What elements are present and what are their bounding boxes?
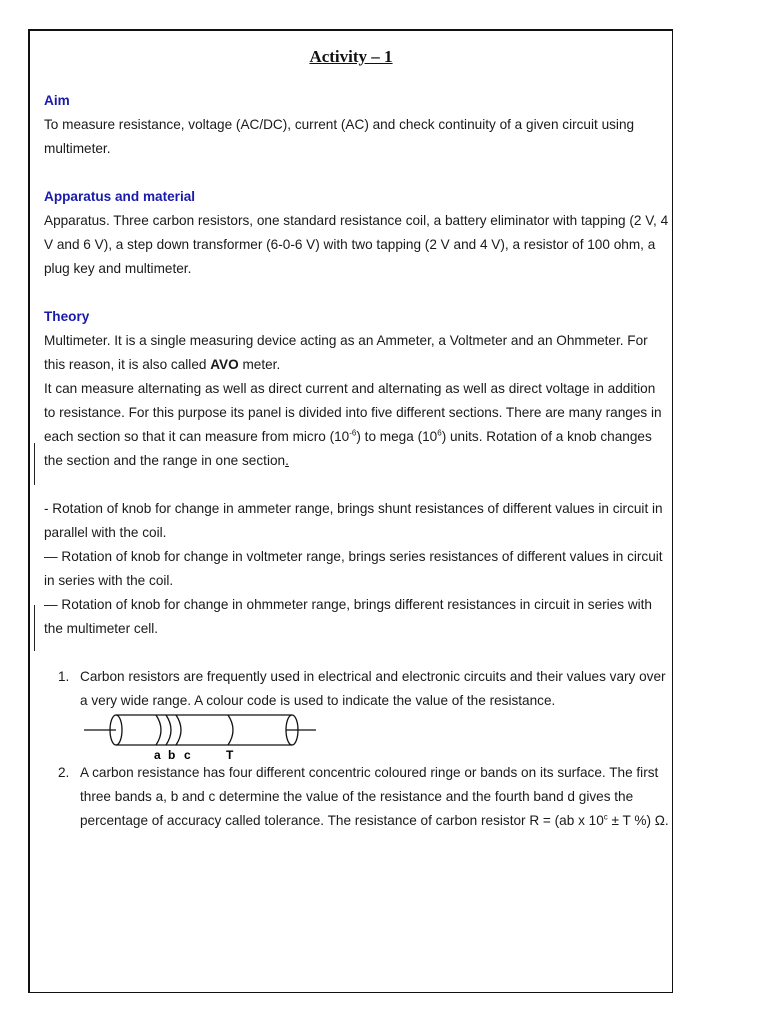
document-body: [44, 89, 669, 833]
numbered-list: [44, 665, 669, 833]
page-title: Activity – 1: [309, 47, 393, 66]
carbon-resistor-icon: [80, 713, 320, 761]
band-label-c: c: [184, 748, 191, 761]
margin-change-bar: [34, 605, 35, 651]
avo-bold: AVO: [210, 357, 239, 372]
band-label-b: b: [168, 748, 176, 761]
aim-text: To measure resistance, voltage (AC/DC), current (AC) and check continuity of a given circuit using multimeter.: [44, 117, 635, 156]
list-item: 1. Carbon resistors are frequently used in electrical and electronic circuits and their values vary over a very wide range. A colour code is used to indicate the value of the resistance.: [58, 669, 666, 708]
document-page: [28, 29, 673, 993]
knob-ammeter-note: - Rotation of knob for change in ammeter range, brings shunt resistances of different values in circuit in parallel with the coil.: [44, 501, 663, 540]
theory-heading: Theory: [44, 309, 90, 324]
apparatus-text: Apparatus. Three carbon resistors, one standard resistance coil, a battery eliminator with tapping (2 V, 4 V and 6 V), a step down transformer (6-0-6 V) with two tapping (2 V and 4 V), a resistor of 100 ohm, a plug key and multimeter.: [44, 213, 669, 276]
band-label-t: T: [226, 748, 234, 761]
knob-voltmeter-note: — Rotation of knob for change in voltmeter range, brings series resistances of different values in circuit in series with the coil.: [44, 549, 663, 588]
aim-heading: Aim: [44, 93, 70, 108]
margin-change-bar: [34, 443, 35, 485]
theory-paragraph-1: Multimeter. It is a single measuring device acting as an Ammeter, a Voltmeter and an Ohmmeter. For this reason, it is also called AVO meter.: [44, 333, 648, 372]
theory-paragraph-2: It can measure alternating as well as direct current and alternating as well as direct voltage in addition to resistance. For this purpose its panel is divided into five different sections. There are many ranges in each section so that it can measure from micro $(10^{-6})$ to mega $(10^6)$ units. Rotation of a knob changes the section and the range in one section.: [44, 381, 662, 468]
carbon-resistor-diagram: [80, 713, 669, 761]
band-label-a: a: [154, 748, 161, 761]
list-item: 2. A carbon resistance has four different concentric coloured ringe or bands on its surface. The first three bands a, b and c determine the value of the resistance and the fourth band d gives the percentage of accuracy called tolerance. The resistance of carbon resistor R = (ab x $10^c \pm T$ %) Ω.: [58, 765, 669, 828]
knob-ohmmeter-note: — Rotation of knob for change in ohmmeter range, brings different resistances in circuit in series with the multimeter cell.: [44, 597, 652, 636]
apparatus-heading: Apparatus and material: [44, 189, 196, 204]
